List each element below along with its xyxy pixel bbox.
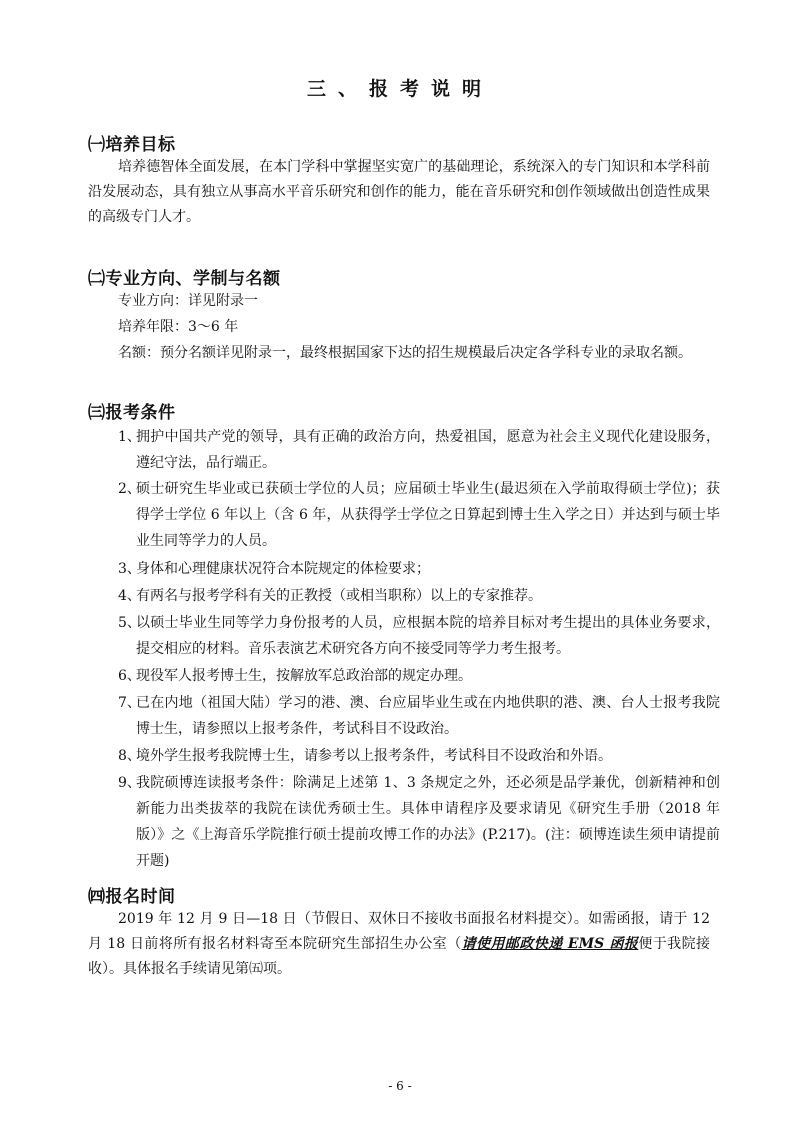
item-number: 7、 [118,695,141,711]
quota-line: 名额：预分名额详见附录一，最终根据国家下达的招生规模最后决定各学科专业的录取名额。 [118,345,692,361]
section-heading-eligibility: ㈢报考条件 [88,403,176,423]
item-number: 9、 [118,775,141,791]
page-number: - 6 - [388,1079,412,1093]
eligibility-item [118,663,720,689]
item-number: 2、 [118,481,141,497]
eligibility-item [118,476,720,554]
training-goal-paragraph: 培养德智体全面发展，在本门学科中掌握坚实宽广的基础理论，系统深入的专门知识和本学科前沿发展动态，具有独立从事高水平音乐研究和创作的能力，能在音乐研究和创作领域做出创造性成果的高级专门人才。 [88,159,710,225]
eligibility-item [118,556,720,582]
item-text: 现役军人报考博士生，按解放军总政治部的规定办理。 [136,668,472,684]
item-text: 我院硕博连读报考条件：除满足上述第 1、3 条规定之外，还必须是品学兼优，创新精神和创新能力出类拔萃的我院在读优秀硕士生。具体申请程序及要求请见《研究生手册（2018 年版）》之《上海音乐学院推行硕士提前攻博工作的办法》(P.217)。(注：硕博连读生须申请提前开题) [136,775,720,869]
registration-text-part2: 便于我院接收）。具体报名手续请见第㈤项。 [88,936,710,977]
item-text: 拥护中国共产党的领导，具有正确的政治方向，热爱祖国，愿意为社会主义现代化建设服务，遵纪守法，品行端正。 [136,429,720,471]
section-heading-registration-time: ㈣报名时间 [88,887,176,907]
page-title: 三、报考说明 [306,78,493,100]
item-number: 8、 [118,748,141,764]
eligibility-item [118,770,720,874]
eligibility-item [118,424,720,476]
item-number: 4、 [118,588,141,604]
registration-time-paragraph [88,907,710,982]
item-text: 境外学生报考我院博士生，请参考以上报考条件，考试科目不设政治和外语。 [136,748,612,764]
eligibility-item [118,583,720,609]
registration-text-part1: 2019 年 12 月 9 日—18 日（节假日、双休日不接收书面报名材料提交）。如需函报，请于 12 月 18 日前将所有报名材料寄至本院研究生部招生办公室（ [88,911,710,952]
item-number: 3、 [118,561,141,577]
item-number: 1、 [118,429,141,445]
item-text: 有两名与报考学科有关的正教授（或相当职称）以上的专家推荐。 [136,588,542,604]
item-text: 以硕士毕业生同等学力身份报考的人员，应根据本院的培养目标对考生提出的具体业务要求，提交相应的材料。音乐表演艺术研究各方向不接受同等学力考生报考。 [136,615,720,657]
section-heading-major-duration-quota: ㈡专业方向、学制与名额 [88,269,281,289]
eligibility-item [118,743,720,769]
item-text: 身体和心理健康状况符合本院规定的体检要求； [136,561,430,577]
item-text: 硕士研究生毕业或已获硕士学位的人员；应届硕士毕业生(最迟须在入学前取得硕士学位)；获得学士学位 6 年以上（含 6 年，从获得学士学位之日算起到博士生入学之日）并达到与硕士毕业生同等学力的人员。 [136,481,720,549]
ems-emphasis: 请使用邮政快递 EMS 函报 [461,936,639,952]
item-number: 5、 [118,615,141,631]
eligibility-item [118,610,720,662]
eligibility-item [118,690,720,742]
training-duration-line: 培养年限：3～6 年 [118,319,239,335]
section-heading-training-goal: ㈠培养目标 [88,135,176,155]
item-number: 6、 [118,668,141,684]
major-direction-line: 专业方向：详见附录一 [118,293,258,309]
item-text: 已在内地（祖国大陆）学习的港、澳、台应届毕业生或在内地供职的港、澳、台人士报考我院博士生，请参照以上报考条件，考试科目不设政治。 [136,695,720,737]
